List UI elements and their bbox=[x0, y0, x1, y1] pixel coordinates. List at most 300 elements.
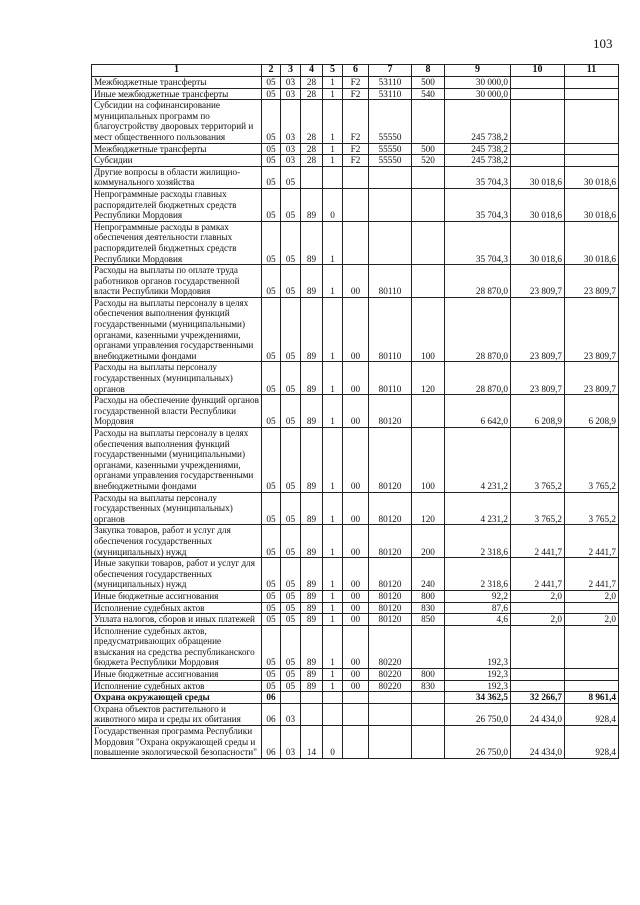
code-cell: 05 bbox=[281, 395, 301, 428]
amount-cell: 24 434,0 bbox=[511, 703, 565, 725]
code-cell: 05 bbox=[281, 188, 301, 221]
amount-cell bbox=[511, 602, 565, 614]
code-cell: 89 bbox=[301, 428, 323, 493]
amount-cell: 30 000,0 bbox=[445, 88, 511, 100]
table-row bbox=[92, 362, 619, 395]
code-cell: 00 bbox=[343, 395, 369, 428]
amount-cell: 4,6 bbox=[445, 614, 511, 626]
code-cell: 05 bbox=[281, 614, 301, 626]
table-row bbox=[92, 221, 619, 264]
amount-cell: 2 318,6 bbox=[445, 525, 511, 558]
code-cell: 1 bbox=[323, 590, 343, 602]
code-cell: 05 bbox=[262, 100, 281, 143]
amount-cell bbox=[565, 143, 619, 155]
code-cell: 03 bbox=[281, 726, 301, 759]
code-cell: 89 bbox=[301, 558, 323, 591]
code-cell: 89 bbox=[301, 590, 323, 602]
code-cell: 1 bbox=[323, 428, 343, 493]
amount-cell: 23 809,7 bbox=[511, 362, 565, 395]
table-row bbox=[92, 680, 619, 692]
code-cell: 89 bbox=[301, 669, 323, 681]
code-cell: 05 bbox=[281, 680, 301, 692]
amount-cell bbox=[511, 155, 565, 167]
code-cell bbox=[323, 692, 343, 704]
amount-cell: 192,3 bbox=[445, 680, 511, 692]
code-cell bbox=[369, 221, 412, 264]
code-cell: 850 bbox=[412, 614, 445, 626]
budget-table bbox=[91, 64, 619, 759]
row-name: Иные межбюджетные трансферты bbox=[92, 88, 262, 100]
code-cell: 1 bbox=[323, 265, 343, 298]
code-cell: 00 bbox=[343, 590, 369, 602]
table-row bbox=[92, 703, 619, 725]
amount-cell: 87,6 bbox=[445, 602, 511, 614]
amount-cell: 24 434,0 bbox=[511, 726, 565, 759]
code-cell bbox=[412, 625, 445, 668]
code-cell: 1 bbox=[323, 88, 343, 100]
code-cell bbox=[369, 692, 412, 704]
amount-cell bbox=[565, 625, 619, 668]
code-cell: 28 bbox=[301, 77, 323, 89]
amount-cell: 245 738,2 bbox=[445, 100, 511, 143]
amount-cell: 928,4 bbox=[565, 703, 619, 725]
row-name: Исполнение судебных актов, предусматривающих обращение взыскания на средства республиканского бюджета Республики Мордовия bbox=[92, 625, 262, 668]
code-cell: 1 bbox=[323, 77, 343, 89]
column-header: 5 bbox=[323, 65, 343, 77]
table-row bbox=[92, 726, 619, 759]
code-cell: 0 bbox=[323, 188, 343, 221]
amount-cell: 30 018,6 bbox=[565, 221, 619, 264]
code-cell: 05 bbox=[262, 525, 281, 558]
row-name: Расходы на выплаты персоналу государственных (муниципальных) органов bbox=[92, 492, 262, 525]
code-cell: 00 bbox=[343, 428, 369, 493]
amount-cell: 3 765,2 bbox=[565, 492, 619, 525]
amount-cell: 23 809,7 bbox=[565, 362, 619, 395]
code-cell: 05 bbox=[281, 558, 301, 591]
code-cell: 89 bbox=[301, 602, 323, 614]
amount-cell bbox=[511, 625, 565, 668]
code-cell bbox=[412, 703, 445, 725]
code-cell: 1 bbox=[323, 680, 343, 692]
code-cell: 03 bbox=[281, 143, 301, 155]
code-cell: 80120 bbox=[369, 602, 412, 614]
code-cell bbox=[412, 692, 445, 704]
amount-cell: 245 738,2 bbox=[445, 155, 511, 167]
row-name: Субсидии bbox=[92, 155, 262, 167]
code-cell: 05 bbox=[281, 625, 301, 668]
code-cell: 05 bbox=[281, 265, 301, 298]
code-cell: F2 bbox=[343, 155, 369, 167]
amount-cell: 30 018,6 bbox=[565, 166, 619, 188]
code-cell: 1 bbox=[323, 221, 343, 264]
code-cell: 89 bbox=[301, 362, 323, 395]
table-row bbox=[92, 297, 619, 362]
amount-cell: 28 870,0 bbox=[445, 265, 511, 298]
table-row bbox=[92, 395, 619, 428]
code-cell: 05 bbox=[281, 166, 301, 188]
row-name: Уплата налогов, сборов и иных платежей bbox=[92, 614, 262, 626]
code-cell: 05 bbox=[262, 188, 281, 221]
code-cell bbox=[343, 221, 369, 264]
code-cell: 1 bbox=[323, 602, 343, 614]
code-cell: 03 bbox=[281, 100, 301, 143]
code-cell: 1 bbox=[323, 143, 343, 155]
amount-cell: 245 738,2 bbox=[445, 143, 511, 155]
code-cell: 80220 bbox=[369, 669, 412, 681]
row-name: Охрана объектов растительного и животного мира и среды их обитания bbox=[92, 703, 262, 725]
code-cell: 89 bbox=[301, 395, 323, 428]
row-name: Расходы на выплаты персоналу в целях обеспечения выполнения функций государственными (муниципальными) органами, казенными учреждениями, органами управления государственными внебюджетными фондами bbox=[92, 428, 262, 493]
code-cell: 00 bbox=[343, 614, 369, 626]
code-cell bbox=[343, 166, 369, 188]
code-cell: 80220 bbox=[369, 625, 412, 668]
amount-cell: 26 750,0 bbox=[445, 703, 511, 725]
table-row bbox=[92, 155, 619, 167]
row-name: Межбюджетные трансферты bbox=[92, 77, 262, 89]
amount-cell: 23 809,7 bbox=[511, 297, 565, 362]
code-cell: 89 bbox=[301, 221, 323, 264]
code-cell bbox=[343, 692, 369, 704]
code-cell: 05 bbox=[262, 155, 281, 167]
row-name: Иные бюджетные ассигнования bbox=[92, 590, 262, 602]
code-cell bbox=[323, 166, 343, 188]
code-cell bbox=[323, 703, 343, 725]
code-cell: 05 bbox=[262, 680, 281, 692]
page-number: 103 bbox=[593, 36, 613, 51]
code-cell: 55550 bbox=[369, 155, 412, 167]
code-cell bbox=[343, 188, 369, 221]
code-cell: 89 bbox=[301, 492, 323, 525]
table-row bbox=[92, 525, 619, 558]
amount-cell: 35 704,3 bbox=[445, 221, 511, 264]
code-cell: 240 bbox=[412, 558, 445, 591]
row-name: Охрана окружающей среды bbox=[92, 692, 262, 704]
code-cell: 05 bbox=[262, 297, 281, 362]
code-cell: 1 bbox=[323, 100, 343, 143]
amount-cell: 23 809,7 bbox=[511, 265, 565, 298]
code-cell: 05 bbox=[281, 297, 301, 362]
column-header: 11 bbox=[565, 65, 619, 77]
row-name: Непрограммные расходы в рамках обеспечения деятельности главных распорядителей бюджетных средств Республики Мордовия bbox=[92, 221, 262, 264]
amount-cell: 192,3 bbox=[445, 669, 511, 681]
code-cell: 1 bbox=[323, 395, 343, 428]
code-cell bbox=[301, 703, 323, 725]
code-cell: 05 bbox=[262, 362, 281, 395]
code-cell bbox=[343, 703, 369, 725]
table-row bbox=[92, 166, 619, 188]
code-cell: 06 bbox=[262, 692, 281, 704]
amount-cell: 3 765,2 bbox=[511, 492, 565, 525]
amount-cell: 35 704,3 bbox=[445, 166, 511, 188]
code-cell: 830 bbox=[412, 680, 445, 692]
code-cell: 05 bbox=[281, 428, 301, 493]
table-row bbox=[92, 143, 619, 155]
code-cell: 120 bbox=[412, 492, 445, 525]
code-cell: 800 bbox=[412, 669, 445, 681]
amount-cell: 3 765,2 bbox=[511, 428, 565, 493]
code-cell: 80110 bbox=[369, 297, 412, 362]
code-cell: 830 bbox=[412, 602, 445, 614]
column-header: 6 bbox=[343, 65, 369, 77]
code-cell bbox=[301, 692, 323, 704]
row-name: Исполнение судебных актов bbox=[92, 680, 262, 692]
code-cell: 1 bbox=[323, 625, 343, 668]
row-name: Расходы на выплаты по оплате труда работников органов государственной власти Республики Мордовия bbox=[92, 265, 262, 298]
row-name: Другие вопросы в области жилищно-коммунального хозяйства bbox=[92, 166, 262, 188]
code-cell: 89 bbox=[301, 525, 323, 558]
row-name: Непрограммные расходы главных распорядителей бюджетных средств Республики Мордовия bbox=[92, 188, 262, 221]
code-cell: 05 bbox=[262, 428, 281, 493]
amount-cell: 2,0 bbox=[511, 590, 565, 602]
amount-cell: 2,0 bbox=[511, 614, 565, 626]
row-name: Исполнение судебных актов bbox=[92, 602, 262, 614]
code-cell: 05 bbox=[262, 143, 281, 155]
code-cell: 1 bbox=[323, 614, 343, 626]
code-cell bbox=[412, 265, 445, 298]
code-cell: 100 bbox=[412, 297, 445, 362]
amount-cell: 3 765,2 bbox=[565, 428, 619, 493]
code-cell: 1 bbox=[323, 525, 343, 558]
code-cell: 89 bbox=[301, 265, 323, 298]
code-cell: 80120 bbox=[369, 558, 412, 591]
amount-cell: 30 018,6 bbox=[565, 188, 619, 221]
amount-cell: 30 000,0 bbox=[445, 77, 511, 89]
amount-cell bbox=[565, 88, 619, 100]
amount-cell: 32 266,7 bbox=[511, 692, 565, 704]
code-cell: 1 bbox=[323, 362, 343, 395]
column-header: 2 bbox=[262, 65, 281, 77]
code-cell bbox=[369, 726, 412, 759]
code-cell: 0 bbox=[323, 726, 343, 759]
code-cell: 05 bbox=[262, 602, 281, 614]
amount-cell: 28 870,0 bbox=[445, 297, 511, 362]
code-cell: 00 bbox=[343, 525, 369, 558]
column-header: 7 bbox=[369, 65, 412, 77]
amount-cell: 92,2 bbox=[445, 590, 511, 602]
table-row bbox=[92, 100, 619, 143]
code-cell: F2 bbox=[343, 143, 369, 155]
code-cell: 05 bbox=[281, 492, 301, 525]
code-cell: F2 bbox=[343, 77, 369, 89]
code-cell: 120 bbox=[412, 362, 445, 395]
code-cell: 80120 bbox=[369, 395, 412, 428]
row-name: Иные бюджетные ассигнования bbox=[92, 669, 262, 681]
code-cell bbox=[412, 188, 445, 221]
code-cell: 00 bbox=[343, 680, 369, 692]
code-cell: 06 bbox=[262, 703, 281, 725]
code-cell: 89 bbox=[301, 625, 323, 668]
row-name: Субсидии на софинансирование муниципальных программ по благоустройству дворовых территорий и мест общественного пользования bbox=[92, 100, 262, 143]
amount-cell bbox=[565, 680, 619, 692]
code-cell: 05 bbox=[262, 221, 281, 264]
code-cell: 00 bbox=[343, 297, 369, 362]
amount-cell: 30 018,6 bbox=[511, 188, 565, 221]
code-cell: 1 bbox=[323, 155, 343, 167]
code-cell: 80220 bbox=[369, 680, 412, 692]
row-name: Иные закупки товаров, работ и услуг для обеспечения государственных (муниципальных) нужд bbox=[92, 558, 262, 591]
code-cell bbox=[412, 166, 445, 188]
code-cell: 05 bbox=[262, 166, 281, 188]
row-name: Межбюджетные трансферты bbox=[92, 143, 262, 155]
code-cell: 00 bbox=[343, 362, 369, 395]
code-cell: 05 bbox=[281, 602, 301, 614]
amount-cell: 4 231,2 bbox=[445, 492, 511, 525]
amount-cell bbox=[511, 77, 565, 89]
code-cell: 28 bbox=[301, 143, 323, 155]
code-cell: 28 bbox=[301, 88, 323, 100]
code-cell bbox=[412, 100, 445, 143]
amount-cell bbox=[511, 680, 565, 692]
amount-cell bbox=[511, 669, 565, 681]
amount-cell bbox=[565, 155, 619, 167]
code-cell: 05 bbox=[262, 395, 281, 428]
code-cell: 53110 bbox=[369, 77, 412, 89]
code-cell: 500 bbox=[412, 77, 445, 89]
amount-cell: 4 231,2 bbox=[445, 428, 511, 493]
code-cell: 00 bbox=[343, 558, 369, 591]
amount-cell bbox=[511, 88, 565, 100]
table-row bbox=[92, 77, 619, 89]
code-cell: 05 bbox=[281, 221, 301, 264]
amount-cell: 192,3 bbox=[445, 625, 511, 668]
code-cell: 500 bbox=[412, 143, 445, 155]
code-cell bbox=[281, 692, 301, 704]
table-row bbox=[92, 492, 619, 525]
code-cell: 05 bbox=[281, 669, 301, 681]
code-cell: 1 bbox=[323, 492, 343, 525]
code-cell: 05 bbox=[262, 625, 281, 668]
code-cell bbox=[369, 188, 412, 221]
table-row bbox=[92, 428, 619, 493]
column-header: 10 bbox=[511, 65, 565, 77]
amount-cell: 2 318,6 bbox=[445, 558, 511, 591]
amount-cell bbox=[511, 100, 565, 143]
table-row bbox=[92, 265, 619, 298]
code-cell: 00 bbox=[343, 669, 369, 681]
code-cell: 89 bbox=[301, 297, 323, 362]
code-cell: 28 bbox=[301, 155, 323, 167]
code-cell: 00 bbox=[343, 602, 369, 614]
code-cell: 05 bbox=[262, 265, 281, 298]
code-cell: 05 bbox=[262, 590, 281, 602]
code-cell: 80120 bbox=[369, 428, 412, 493]
code-cell: 06 bbox=[262, 726, 281, 759]
amount-cell: 6 208,9 bbox=[511, 395, 565, 428]
table-row bbox=[92, 602, 619, 614]
amount-cell: 28 870,0 bbox=[445, 362, 511, 395]
code-cell bbox=[412, 221, 445, 264]
code-cell: 05 bbox=[262, 614, 281, 626]
table-row bbox=[92, 625, 619, 668]
code-cell: 1 bbox=[323, 558, 343, 591]
amount-cell: 26 750,0 bbox=[445, 726, 511, 759]
amount-cell: 2 441,7 bbox=[565, 525, 619, 558]
table-row bbox=[92, 590, 619, 602]
amount-cell: 2 441,7 bbox=[511, 525, 565, 558]
code-cell: 80110 bbox=[369, 362, 412, 395]
code-cell: 520 bbox=[412, 155, 445, 167]
amount-cell: 8 961,4 bbox=[565, 692, 619, 704]
amount-cell: 23 809,7 bbox=[565, 265, 619, 298]
amount-cell: 34 362,5 bbox=[445, 692, 511, 704]
amount-cell bbox=[565, 77, 619, 89]
code-cell: 14 bbox=[301, 726, 323, 759]
code-cell: 89 bbox=[301, 680, 323, 692]
amount-cell: 2,0 bbox=[565, 590, 619, 602]
row-name: Расходы на выплаты персоналу государственных (муниципальных) органов bbox=[92, 362, 262, 395]
code-cell: 800 bbox=[412, 590, 445, 602]
column-header: 3 bbox=[281, 65, 301, 77]
amount-cell bbox=[565, 669, 619, 681]
column-header: 9 bbox=[445, 65, 511, 77]
code-cell: 03 bbox=[281, 703, 301, 725]
amount-cell bbox=[511, 143, 565, 155]
code-cell: 05 bbox=[262, 77, 281, 89]
code-cell: 05 bbox=[281, 362, 301, 395]
amount-cell: 35 704,3 bbox=[445, 188, 511, 221]
row-name: Закупка товаров, работ и услуг для обеспечения государственных (муниципальных) нужд bbox=[92, 525, 262, 558]
code-cell: 03 bbox=[281, 155, 301, 167]
code-cell: 00 bbox=[343, 492, 369, 525]
amount-cell: 23 809,7 bbox=[565, 297, 619, 362]
code-cell bbox=[301, 166, 323, 188]
code-cell: 540 bbox=[412, 88, 445, 100]
code-cell: 55550 bbox=[369, 143, 412, 155]
code-cell: 28 bbox=[301, 100, 323, 143]
code-cell: 00 bbox=[343, 265, 369, 298]
code-cell: 03 bbox=[281, 88, 301, 100]
code-cell bbox=[369, 166, 412, 188]
amount-cell: 2 441,7 bbox=[511, 558, 565, 591]
table-row bbox=[92, 614, 619, 626]
amount-cell: 6 208,9 bbox=[565, 395, 619, 428]
code-cell bbox=[412, 726, 445, 759]
column-header: 8 bbox=[412, 65, 445, 77]
code-cell: 89 bbox=[301, 614, 323, 626]
column-header: 4 bbox=[301, 65, 323, 77]
code-cell: 05 bbox=[262, 88, 281, 100]
amount-cell: 2,0 bbox=[565, 614, 619, 626]
code-cell bbox=[369, 703, 412, 725]
code-cell: 00 bbox=[343, 625, 369, 668]
code-cell: 05 bbox=[281, 590, 301, 602]
amount-cell: 2 441,7 bbox=[565, 558, 619, 591]
code-cell: 55550 bbox=[369, 100, 412, 143]
code-cell: 80120 bbox=[369, 614, 412, 626]
code-cell: 80120 bbox=[369, 525, 412, 558]
code-cell: 80120 bbox=[369, 590, 412, 602]
amount-cell: 6 642,0 bbox=[445, 395, 511, 428]
code-cell: 200 bbox=[412, 525, 445, 558]
code-cell bbox=[343, 726, 369, 759]
table-row bbox=[92, 692, 619, 704]
code-cell: 80120 bbox=[369, 492, 412, 525]
code-cell: 1 bbox=[323, 297, 343, 362]
table-row bbox=[92, 669, 619, 681]
row-name: Расходы на обеспечение функций органов государственной власти Республики Мордовия bbox=[92, 395, 262, 428]
amount-cell bbox=[565, 602, 619, 614]
code-cell: 53110 bbox=[369, 88, 412, 100]
header-row bbox=[92, 65, 619, 77]
code-cell: 05 bbox=[281, 525, 301, 558]
amount-cell bbox=[565, 100, 619, 143]
table-row bbox=[92, 558, 619, 591]
amount-cell: 928,4 bbox=[565, 726, 619, 759]
code-cell: 05 bbox=[262, 669, 281, 681]
amount-cell: 30 018,6 bbox=[511, 166, 565, 188]
code-cell: 1 bbox=[323, 669, 343, 681]
code-cell: 100 bbox=[412, 428, 445, 493]
